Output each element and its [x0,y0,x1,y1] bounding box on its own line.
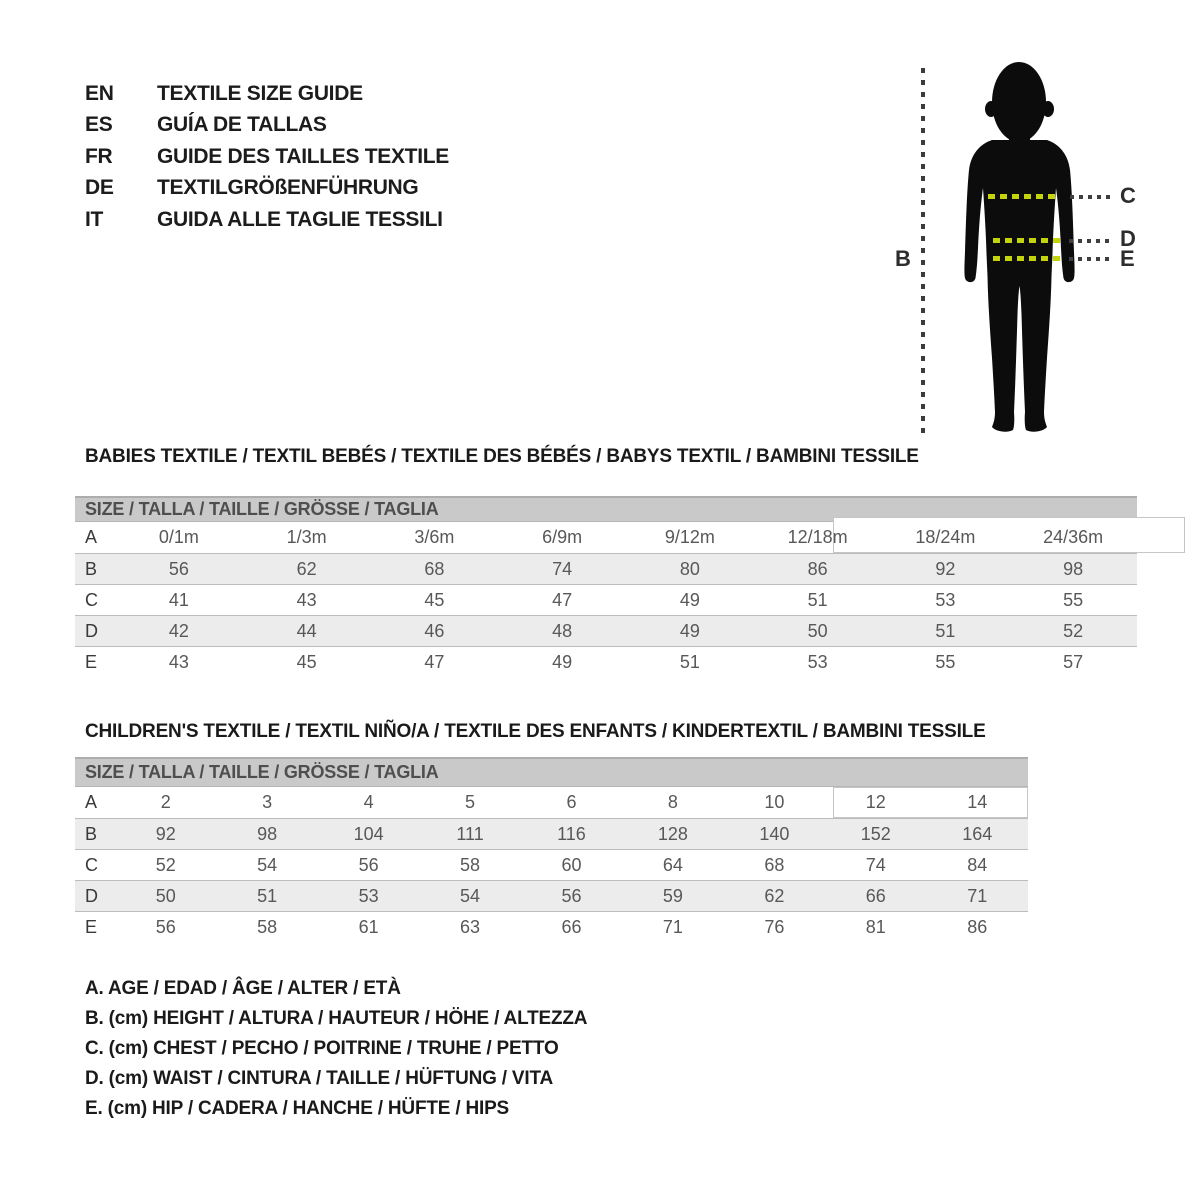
table-cell: 2 [160,792,171,812]
table-cell: 6/9m [542,527,583,547]
table-cell: 128 [657,823,688,844]
table-row [75,615,1137,646]
table-cell: 64 [662,854,683,875]
table-cell: 53 [935,589,956,610]
language-row-en [85,78,449,110]
language-code: FR [85,144,113,168]
row-label: D [85,885,98,906]
row-label: E [85,651,98,672]
language-row-es [85,110,449,142]
table-cell: 68 [424,558,445,579]
table-cell: 0/1m [158,527,199,547]
waist-measure-dashed-line [993,238,1060,243]
table-cell: 52 [1063,620,1084,641]
row-label: C [85,854,98,875]
table-cell: 41 [168,589,189,610]
row-label: E [85,916,98,937]
table-cell: 98 [1063,558,1084,579]
table-cell: 6 [566,792,577,812]
legend-item: D. (cm) WAIST / CINTURA / TAILLE / HÜFTUNG / VITA [85,1068,553,1089]
babies-table-rows [75,522,1137,677]
table-cell: 84 [967,854,988,875]
hip-label: E [1120,246,1135,271]
waist-label: D [1120,226,1136,251]
table-cell: 56 [168,558,189,579]
table-cell: 68 [764,854,785,875]
legend-item: E. (cm) HIP / CADERA / HANCHE / HÜFTE / HIPS [85,1098,510,1119]
table-cell: 49 [552,651,573,672]
table-cell: 56 [358,854,379,875]
table-row [75,880,1028,911]
table-cell: 86 [967,916,988,937]
table-cell: 54 [460,885,481,906]
table-cell: 164 [962,823,993,844]
child-silhouette [962,62,1082,434]
table-cell: 62 [296,558,317,579]
table-cell: 92 [935,558,956,579]
table-cell: 59 [662,885,683,906]
row-label: A [85,527,98,547]
table-row [75,646,1137,677]
row-label: B [85,558,98,579]
table-cell: 18/24m [915,527,976,547]
language-list [85,78,449,236]
table-cell: 9/12m [664,527,715,547]
table-cell: 51 [807,589,828,610]
table-cell: 12 [865,792,886,812]
children-table-header: SIZE / TALLA / TAILLE / GRÖSSE / TAGLIA [75,757,1028,787]
row-label: D [85,620,98,641]
hip-measure-dashed-line [993,256,1061,261]
table-cell: 98 [257,823,278,844]
table-cell: 71 [967,885,988,906]
table-cell: 4 [363,792,374,812]
hip-guide-dashes [1069,257,1111,261]
table-cell: 42 [168,620,189,641]
table-cell: 49 [679,620,700,641]
table-cell: 50 [807,620,828,641]
silhouette-body [964,140,1074,432]
table-cell: 74 [552,558,573,579]
table-cell: 56 [155,916,176,937]
table-cell: 47 [424,651,445,672]
table-cell: 80 [679,558,700,579]
table-cell: 45 [296,651,317,672]
table-cell: 66 [561,916,582,937]
language-code: ES [85,113,113,137]
table-cell: 57 [1063,651,1084,672]
table-cell: 66 [865,885,886,906]
table-cell: 56 [561,885,582,906]
chest-guide-dashes [1070,195,1112,199]
children-section-title: CHILDREN'S TEXTILE / TEXTIL NIÑO/A / TEXTILE DES ENFANTS / KINDERTEXTIL / BAMBINI TESSILE [85,721,986,742]
table-cell: 62 [764,885,785,906]
chest-measure-dashed-line [988,194,1060,199]
table-cell: 43 [168,651,189,672]
table-cell: 8 [667,792,678,812]
table-cell: 152 [860,823,891,844]
table-cell: 51 [257,885,278,906]
table-cell: 53 [807,651,828,672]
language-row-it [85,204,449,236]
language-code: DE [85,176,114,200]
table-cell: 81 [865,916,886,937]
language-row-fr [85,141,449,173]
table-cell: 14 [967,792,988,812]
table-cell: 86 [807,558,828,579]
language-title: TEXTILE SIZE GUIDE [157,81,363,105]
table-cell: 140 [759,823,790,844]
measure-legend [85,974,587,1124]
language-title: TEXTILGRÖßENFÜHRUNG [157,176,419,200]
table-cell: 46 [424,620,445,641]
table-cell: 47 [552,589,573,610]
height-label: B [895,246,911,271]
table-cell: 52 [155,854,176,875]
language-row-de [85,173,449,205]
waist-guide-dashes [1069,239,1111,243]
table-cell: 76 [764,916,785,937]
height-measure-dashed-line [921,68,925,438]
row-label: C [85,589,98,610]
table-cell: 10 [764,792,785,812]
legend-item: A. AGE / EDAD / ÂGE / ALTER / ETÀ [85,978,401,999]
table-cell: 3/6m [414,527,455,547]
row-label: B [85,823,98,844]
babies-section-title: BABIES TEXTILE / TEXTIL BEBÉS / TEXTILE DES BÉBÉS / BABYS TEXTIL / BAMBINI TESSILE [85,446,919,467]
legend-item: C. (cm) CHEST / PECHO / POITRINE / TRUHE / PETTO [85,1038,559,1059]
table-cell: 44 [296,620,317,641]
table-row [75,584,1137,615]
table-cell: 116 [557,823,586,844]
table-cell: 55 [1063,589,1084,610]
table-cell: 3 [262,792,273,812]
table-cell: 55 [935,651,956,672]
table-cell: 63 [460,916,481,937]
language-title: GUIDE DES TAILLES TEXTILE [157,144,449,168]
children-table-rows [75,787,1028,942]
table-cell: 45 [424,589,445,610]
table-cell: 92 [155,823,176,844]
language-title: GUIDA ALLE TAGLIE TESSILI [157,207,443,231]
table-cell: 104 [353,823,384,844]
children-size-table [75,757,1028,942]
table-cell: 60 [561,854,582,875]
table-cell: 50 [155,885,176,906]
table-cell: 74 [865,854,886,875]
table-cell: 51 [679,651,700,672]
table-cell: 111 [456,823,484,844]
table-cell: 51 [935,620,956,641]
table-cell: 43 [296,589,317,610]
row-label: A [85,792,98,812]
table-cell: 61 [358,916,379,937]
language-code: EN [85,81,114,105]
chest-label: C [1120,183,1136,208]
table-row [75,553,1137,584]
legend-item: B. (cm) HEIGHT / ALTURA / HAUTEUR / HÖHE / ALTEZZA [85,1008,588,1029]
table-cell: 58 [460,854,481,875]
table-row [75,849,1028,880]
table-row [75,911,1028,942]
language-title: GUÍA DE TALLAS [157,113,327,137]
table-cell: 49 [679,589,700,610]
table-cell: 24/36m [1043,527,1104,547]
table-cell: 53 [358,885,379,906]
table-cell: 5 [465,792,476,812]
language-code: IT [85,207,104,231]
table-cell: 71 [662,916,683,937]
table-cell: 1/3m [286,527,327,547]
table-cell: 58 [257,916,278,937]
table-cell: 12/18m [787,527,848,547]
babies-table-header: SIZE / TALLA / TAILLE / GRÖSSE / TAGLIA [75,496,1137,522]
table-cell: 54 [257,854,278,875]
table-cell: 48 [552,620,573,641]
table-row [75,818,1028,849]
